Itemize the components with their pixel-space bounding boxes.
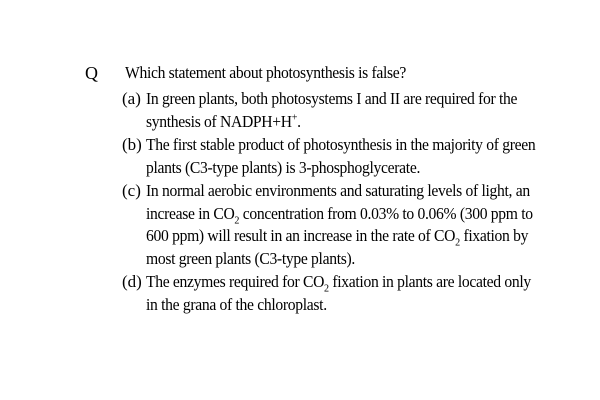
- option-text-segment: The enzymes required for CO: [146, 272, 325, 291]
- option-text-line: [146, 111, 520, 134]
- question-stem: Which statement about photosynthesis is false?: [125, 63, 406, 82]
- subscript-2: 2: [324, 282, 329, 295]
- option-text-segment: synthesis of NADPH+H: [146, 111, 292, 131]
- superscript-plus: +: [291, 110, 298, 123]
- options-list: [122, 88, 552, 317]
- option-text-line: plants (C3-type plants) is 3-phosphoglycerate.: [146, 157, 421, 177]
- option-text-line: In normal aerobic environments and saturating levels of light, an: [146, 181, 530, 200]
- option-text-line: in the grana of the chloroplast.: [146, 294, 327, 314]
- option-text-line: most green plants (C3-type plants).: [146, 248, 355, 268]
- option-letter: (d): [122, 272, 142, 291]
- option-text-segment: fixation by: [459, 226, 529, 245]
- subscript-2: 2: [455, 236, 460, 249]
- option-c: [122, 180, 552, 270]
- option-d: [122, 271, 552, 316]
- option-text-line: [146, 271, 531, 295]
- option-letter: (c): [122, 181, 141, 200]
- option-a: [122, 88, 552, 133]
- option-text-segment: fixation in plants are located only: [328, 272, 531, 291]
- option-text-segment: .: [297, 111, 301, 131]
- question-label: Q: [85, 63, 98, 83]
- option-text-segment: increase in CO: [146, 203, 235, 223]
- option-text-line: The first stable product of photosynthesis in the majority of green: [146, 135, 536, 154]
- option-text-line: [146, 203, 533, 226]
- option-letter: (a): [122, 89, 141, 108]
- option-text-line: [146, 225, 529, 249]
- option-b: [122, 134, 552, 179]
- option-letter: (b): [122, 135, 142, 154]
- option-text-segment: concentration from 0.03% to 0.06% (300 ppm to: [239, 203, 533, 223]
- option-text-segment: 600 ppm) will result in an increase in the rate of CO: [146, 226, 456, 245]
- option-text-line: In green plants, both photosystems I and II are required for the: [146, 89, 518, 108]
- subscript-2: 2: [234, 213, 240, 226]
